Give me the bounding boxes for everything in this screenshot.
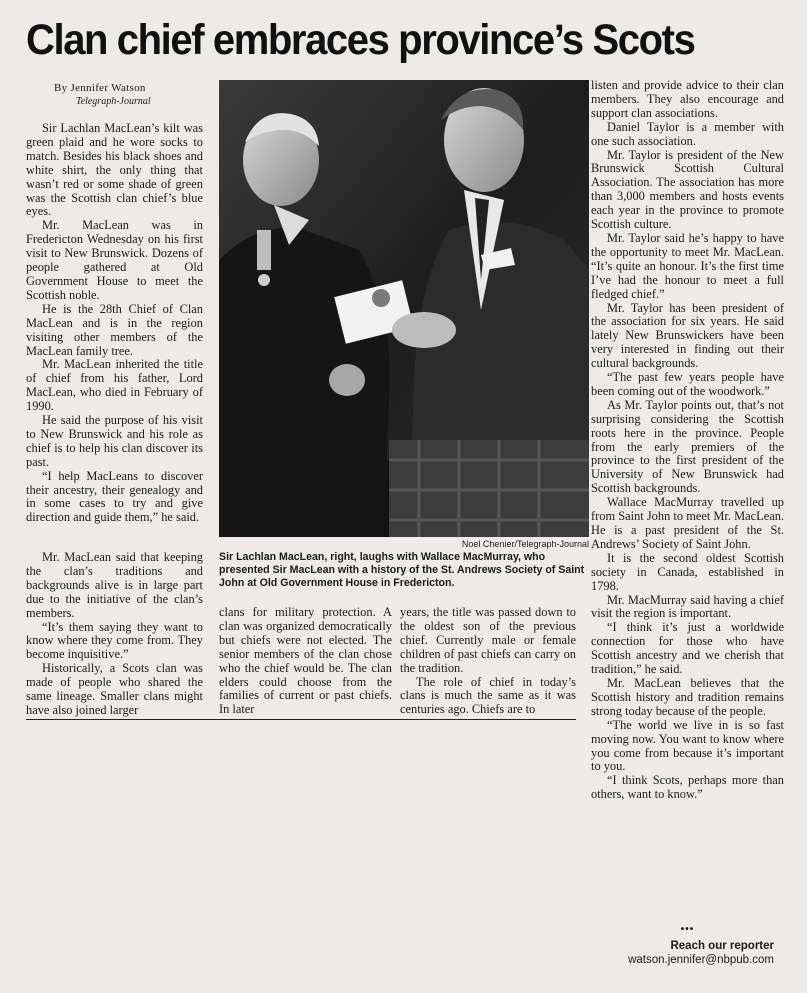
reach-reporter [591, 939, 774, 967]
end-mark: ••• [680, 924, 695, 935]
reach-label: Reach our reporter [670, 940, 774, 952]
headline: Clan chief embraces province’s Scots [26, 16, 695, 64]
paragraph: Sir Lachlan MacLean’s kilt was green plaid and he wore socks to match. Besides his black shoes and white shirt, the only thing that wasn’t red or some shade of green was the Scottish clan chief’s blue eyes. [26, 122, 203, 219]
news-photo [219, 80, 589, 537]
paragraph: Mr. MacLean believes that the Scottish history and tradition remains strong today because of the people. [591, 675, 784, 718]
paragraph: Mr. Taylor is president of the New Brunswick Scottish Cultural Association. The association has more than 3,000 members and hosts events each year in the province to promote Scottish culture. [591, 147, 784, 232]
reporter-email: watson.jennifer@nbpub.com [628, 954, 774, 966]
byline-publication: Telegraph-Journal [76, 96, 151, 107]
photo-illustration [219, 80, 589, 537]
paragraph: It is the second oldest Scottish society in Canada, established in 1798. [591, 550, 784, 593]
paragraph: “It’s them saying they want to know where they come from. They become inquisitive.” [26, 619, 203, 662]
byline-author: By Jennifer Watson [54, 82, 146, 94]
paragraph: “The past few years people have been coming out of the woodwork.” [591, 370, 784, 398]
paragraph: Mr. MacLean was in Fredericton Wednesday on his first visit to New Brunswick. Dozens of people gathered at Old Government House to meet the Scottish noble. [26, 218, 203, 302]
paragraph: listen and provide advice to their clan members. They also encourage and support clan associations. [591, 79, 784, 120]
article-column-1-continued [26, 551, 203, 717]
paragraph: Mr. Taylor has been president of the association for six years. He said lately New Brunswickers have been very interested in finding out their cultural backgrounds. [591, 300, 784, 371]
paragraph: Mr. MacLean inherited the title of chief from his father, Lord MacLean, who died in February of 1990. [26, 357, 203, 414]
paragraph: As Mr. Taylor points out, that’s not surprising considering the Scottish roots here in the province. People from the early premiers of the province to the first president of the University of New Brunswick had Scottish backgrounds. [591, 397, 784, 496]
paragraph: The role of chief in today’s clans is much the same as it was centuries ago. Chiefs are to [400, 674, 576, 717]
paragraph: Daniel Taylor is a member with one such association. [591, 119, 784, 148]
article-column-1 [26, 122, 203, 548]
photo-caption: Sir Lachlan MacLean, right, laughs with Wallace MacMurray, who presented Sir MacLean with a history of the St. Andrews Society of Saint John at Old Government House in Fredericton. [219, 551, 585, 589]
article-column-3 [400, 606, 576, 718]
paragraph: “The world we live in is so fast moving now. You want to know where you come from because it’s important to you. [591, 717, 784, 774]
paragraph: “I think it’s just a worldwide connection for those who have Scottish ancestry and we cherish that tradition,” he said. [591, 620, 784, 677]
paragraph: Mr. MacLean said that keeping the clan’s traditions and backgrounds alive is in large part due to the initiative of the clan’s members. [26, 551, 203, 620]
paragraph: “I help MacLeans to discover their ancestry, their genealogy and in some cases to try and give direction and guide them,” he said. [26, 468, 203, 525]
paragraph: Mr. Taylor said he’s happy to have the opportunity to meet Mr. MacLean. “It’s quite an honour. It’s the first time I’ve had the honour to meet a full fledged chief.” [591, 230, 784, 301]
article-column-2 [219, 606, 392, 718]
paragraph: He said the purpose of his visit to New Brunswick and his role as chief is to help his clan discover its past. [26, 413, 203, 469]
paragraph: Mr. MacMurray said having a chief visit the region is important. [591, 592, 784, 621]
column-rule [26, 719, 576, 720]
paragraph: Wallace MacMurray travelled up from Saint John to meet Mr. MacLean. He is a past president of the St. Andrews’ Society of Saint John. [591, 495, 784, 551]
byline [54, 82, 214, 108]
paragraph: “I think Scots, perhaps more than others, want to know.” [591, 773, 784, 802]
paragraph: Historically, a Scots clan was made of people who shared the same lineage. Smaller clans might have also joined larger [26, 661, 203, 717]
article-column-4 [591, 79, 784, 922]
paragraph: He is the 28th Chief of Clan MacLean and is in the region visiting other members of the MacLean family tree. [26, 301, 203, 358]
paragraph: years, the title was passed down to the oldest son of the previous chief. Currently male or female children of past chiefs can carry on the tradition. [400, 606, 576, 675]
photo-credit: Noel Chenier/Telegraph-Journal [461, 539, 589, 549]
paragraph: clans for military protection. A clan was organized democratically but chiefs were not elected. The senior members of the clan chose who the chief would be. The clan elders could choose from the families of current or past chiefs. In later [219, 606, 392, 717]
